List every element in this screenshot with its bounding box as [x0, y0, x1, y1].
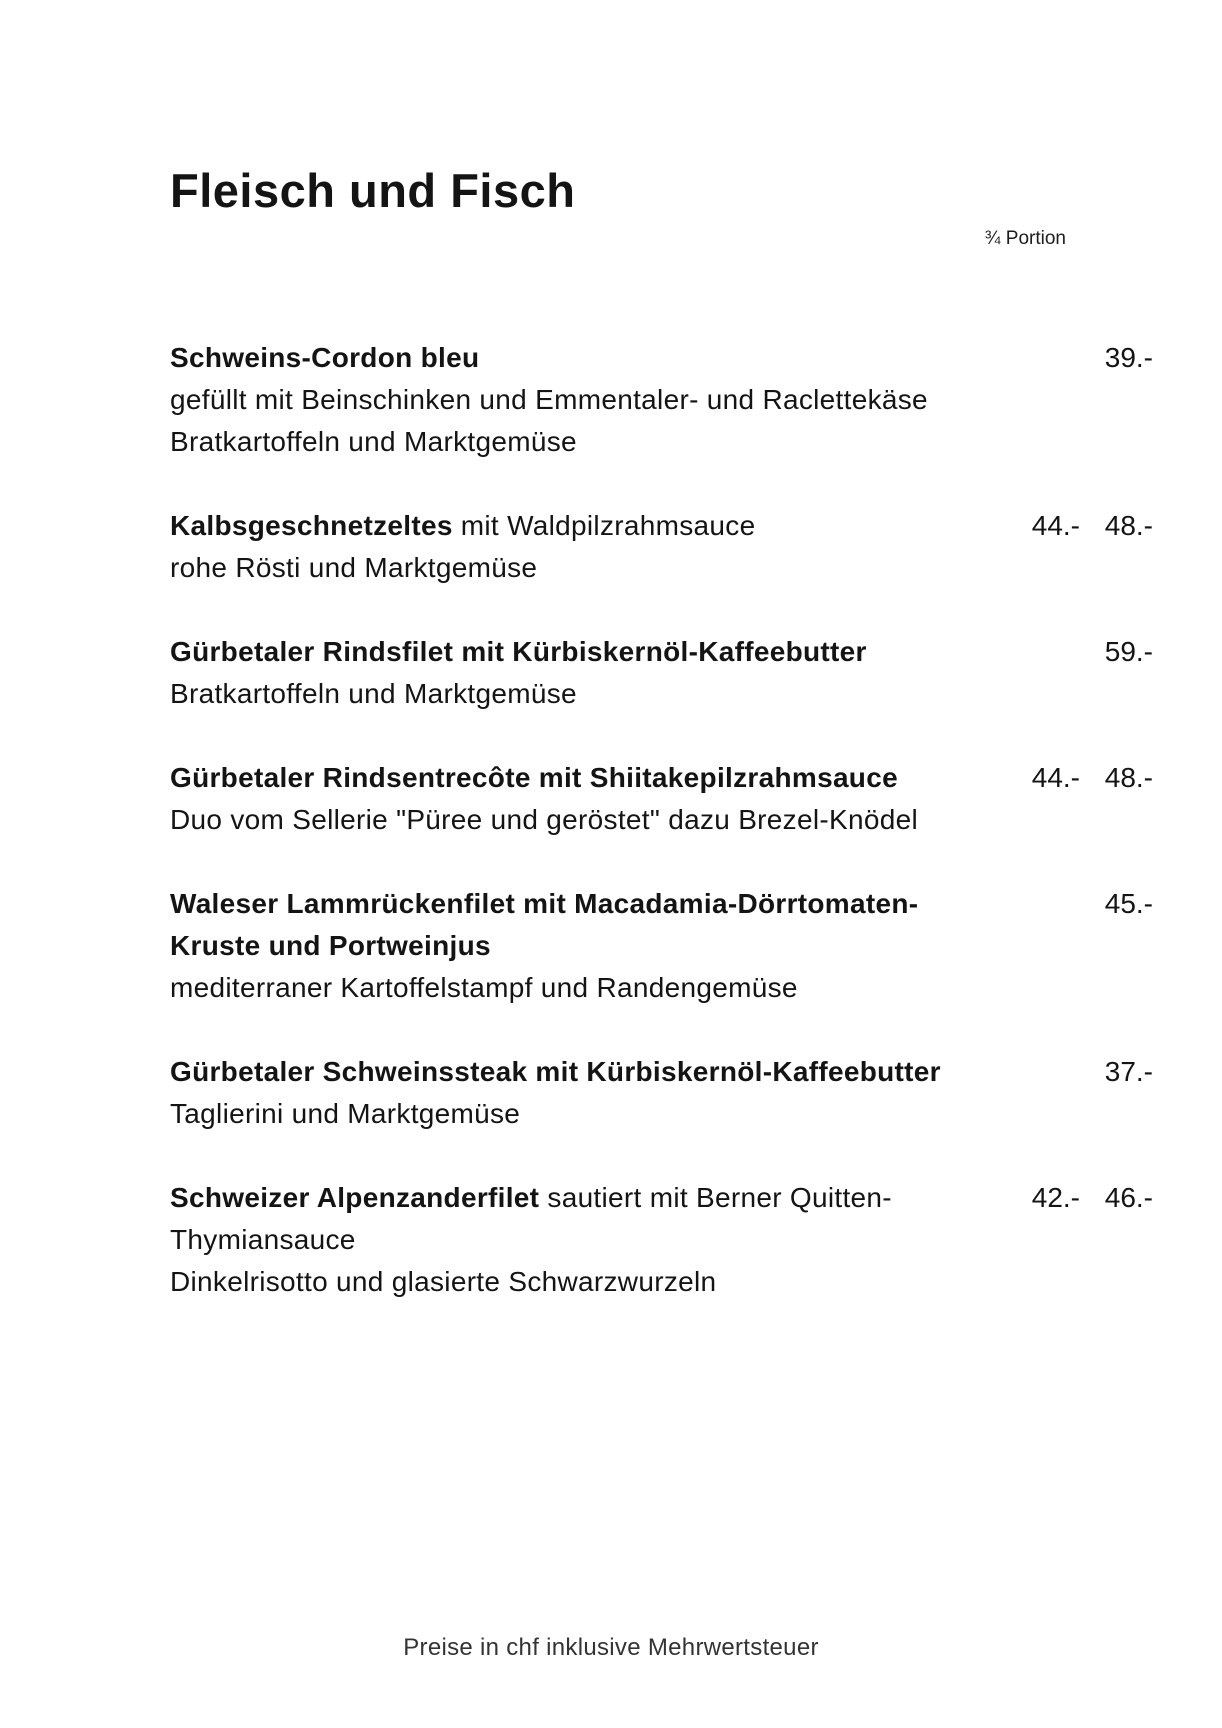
item-description-segment: rohe Rösti und Marktgemüse	[170, 552, 538, 584]
menu-item-line	[170, 379, 1008, 421]
menu-item-text	[170, 757, 1008, 841]
price-full: 37.-	[1104, 1056, 1153, 1088]
item-description-segment: mediterraner Kartoffelstampf und Randengemüse	[170, 972, 798, 1004]
item-description-segment: Bratkartoffeln und Marktgemüse	[170, 426, 577, 458]
menu-item-text	[170, 1051, 1008, 1135]
item-description-segment: sautiert mit Berner Quitten-	[539, 1182, 892, 1214]
menu-item-text	[170, 1177, 1008, 1303]
menu-item	[170, 1177, 1153, 1303]
menu-item-line	[170, 505, 1008, 547]
portion-header-label: ¾ Portion	[984, 228, 1066, 250]
price-full: 45.-	[1104, 888, 1153, 920]
price-full: 46.-	[1104, 1182, 1153, 1214]
item-description-segment: Dinkelrisotto und glasierte Schwarzwurzeln	[170, 1266, 717, 1298]
menu-item-line	[170, 883, 1008, 925]
menu-item-line	[170, 799, 1008, 841]
portion-header-cell	[984, 225, 1080, 253]
item-description-segment: mit Waldpilzrahmsauce	[452, 510, 756, 542]
menu-item	[170, 337, 1153, 463]
item-name-segment: Schweins-Cordon bleu	[170, 342, 480, 374]
menu-item	[170, 883, 1153, 1009]
menu-item	[170, 757, 1153, 841]
item-description-segment: Thymiansauce	[170, 1224, 356, 1256]
item-name-segment: Schweizer Alpenzanderfilet	[170, 1182, 540, 1214]
menu-item	[170, 631, 1153, 715]
menu-item-line	[170, 967, 1008, 1009]
price-full: 48.-	[1104, 510, 1153, 542]
item-description-segment: Duo vom Sellerie "Püree und geröstet" dazu Brezel-Knödel	[170, 804, 918, 836]
menu-item-line	[170, 547, 1008, 589]
menu-item	[170, 1051, 1153, 1135]
menu-item-line	[170, 925, 1008, 967]
price-portion: 44.-	[1031, 510, 1080, 542]
item-name-segment: Kalbsgeschnetzeltes	[170, 510, 453, 542]
price-full: 39.-	[1104, 342, 1153, 374]
menu-item-line	[170, 757, 1008, 799]
price-portion: 44.-	[1031, 762, 1080, 794]
item-name-segment: Kruste und Portweinjus	[170, 930, 491, 962]
item-description-segment: Taglierini und Marktgemüse	[170, 1098, 521, 1130]
menu-item-line	[170, 673, 1008, 715]
menu-item	[170, 505, 1153, 589]
price-full: 48.-	[1104, 762, 1153, 794]
price-full: 59.-	[1104, 636, 1153, 668]
menu-item-text	[170, 337, 1008, 463]
menu-item-line	[170, 1051, 1008, 1093]
item-description-segment: Bratkartoffeln und Marktgemüse	[170, 678, 577, 710]
item-name-segment: Gürbetaler Rindsfilet mit Kürbiskernöl-Kaffeebutter	[170, 636, 867, 668]
menu-item-line	[170, 337, 1008, 379]
menu-content	[170, 0, 1153, 1345]
menu-item-line	[170, 1093, 1008, 1135]
menu-item-text	[170, 505, 1008, 589]
menu-items	[170, 337, 1153, 1303]
item-name-segment: Gürbetaler Rindsentrecôte mit Shiitakepilzrahmsauce	[170, 762, 898, 794]
item-description-segment: gefüllt mit Beinschinken und Emmentaler- und Raclettekäse	[170, 384, 928, 416]
price-portion: 42.-	[1031, 1182, 1080, 1214]
menu-item-text	[170, 631, 1008, 715]
menu-item-line	[170, 1177, 1008, 1219]
item-name-segment: Gürbetaler Schweinssteak mit Kürbiskernöl-Kaffeebutter	[170, 1056, 941, 1088]
menu-item-line	[170, 631, 1008, 673]
menu-item-line	[170, 1261, 1008, 1303]
portion-header-row	[170, 225, 1153, 253]
item-name-segment: Waleser Lammrückenfilet mit Macadamia-Dörrtomaten-	[170, 888, 919, 920]
menu-item-line	[170, 421, 1008, 463]
menu-item-text	[170, 883, 1008, 1009]
page-footer: Preise in chf inklusive Mehrwertsteuer	[403, 1634, 819, 1661]
page-title: Fleisch und Fisch	[170, 164, 576, 217]
menu-item-line	[170, 1219, 1008, 1261]
